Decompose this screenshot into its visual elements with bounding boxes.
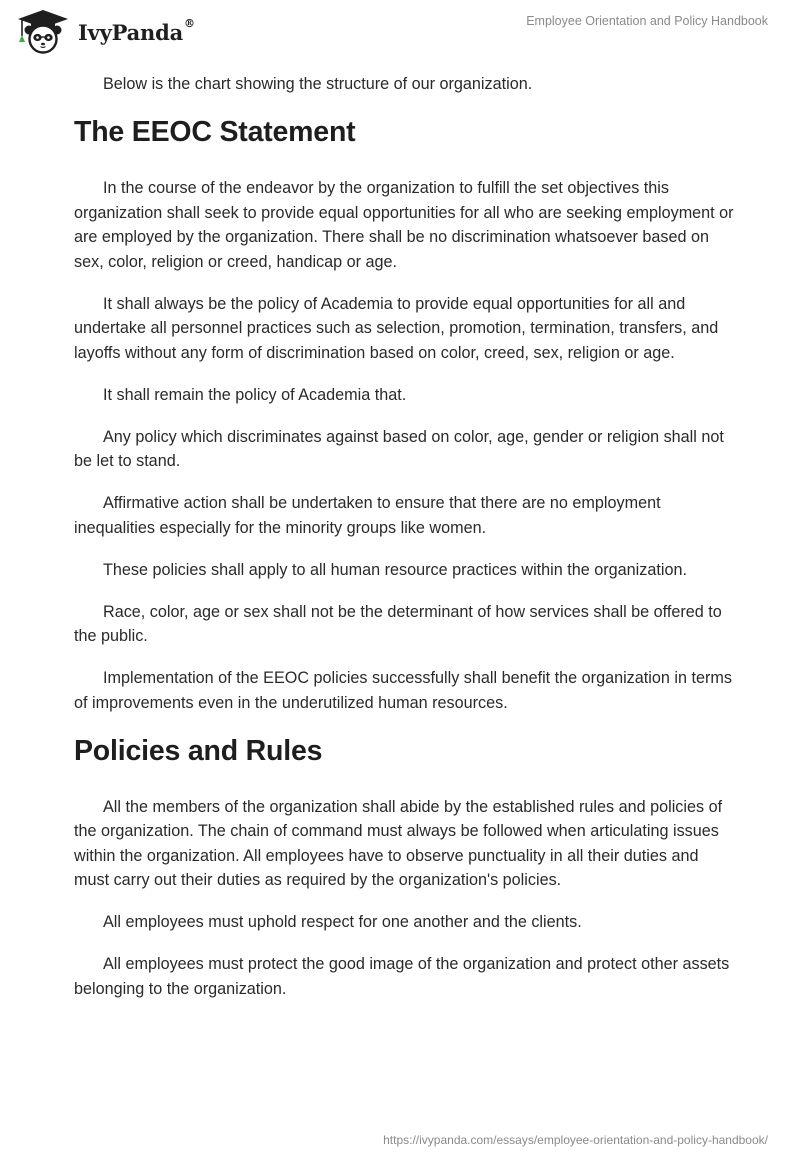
document-title: Employee Orientation and Policy Handbook [526, 14, 768, 28]
paragraph: All employees must uphold respect for one another and the clients. [103, 913, 582, 931]
section-heading-eeoc: The EEOC Statement [74, 116, 356, 148]
paragraph: Race, color, age or sex shall not be the determinant of how services shall be offered to the public. [74, 602, 722, 645]
panda-graduate-icon [14, 8, 72, 54]
paragraph: All the members of the organization shall abide by the established rules and policies of the organization. The chain of command must always be followed when articulating issues within the organization. All employees have to observe punctuality in all their duties and must carry out their duties as required by the organization's policies. [74, 797, 723, 889]
paragraph: It shall always be the policy of Academia to provide equal opportunities for all and undertake all personnel practices such as selection, promotion, termination, transfers, and layoffs without any form of discrimination based on color, creed, sex, religion or age. [74, 294, 719, 362]
ivypanda-logo[interactable] [14, 8, 195, 54]
paragraph: It shall remain the policy of Academia that. [103, 385, 407, 404]
paragraph: Affirmative action shall be undertaken to ensure that there are no employment inequalities especially for the minority groups like women. [74, 494, 661, 537]
paragraph: All employees must protect the good image of the organization and protect other assets belonging to the organization. [74, 955, 730, 998]
paragraph: Implementation of the EEOC policies successfully shall benefit the organization in terms of improvements even in the underutilized human resources. [74, 669, 732, 712]
brand-name: IvyPanda® [78, 16, 195, 45]
registered-mark: ® [184, 16, 195, 30]
paragraph: These policies shall apply to all human resource practices within the organization. [103, 560, 687, 579]
section-heading-policies: Policies and Rules [74, 734, 323, 767]
paragraph: Below is the chart showing the structure of our organization. [103, 75, 533, 93]
essay-content [74, 72, 734, 1019]
paragraph: In the course of the endeavor by the organization to fulfill the set objectives this organization shall seek to provide equal opportunities for all who are seeking employment or are employed by the organization. There shall be no discrimination whatsoever based on sex, color, religion or creed, handicap or age. [74, 179, 734, 271]
source-url[interactable]: https://ivypanda.com/essays/employee-orientation-and-policy-handbook/ [383, 1133, 768, 1147]
paragraph: Any policy which discriminates against based on color, age, gender or religion shall not be let to stand. [74, 427, 724, 470]
page-header [0, 0, 800, 60]
